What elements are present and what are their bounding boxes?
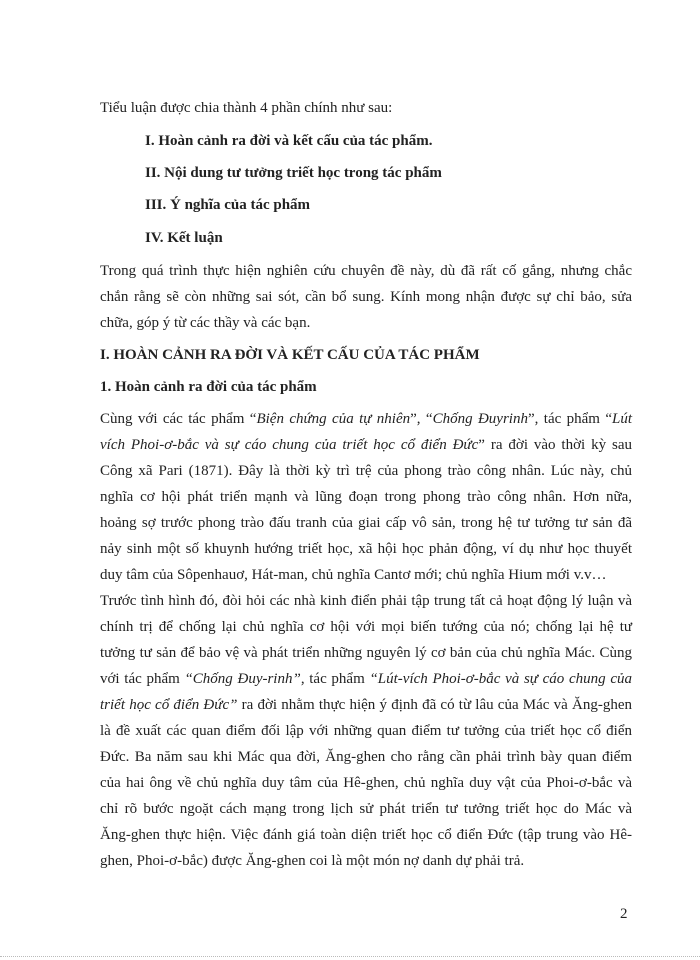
body-line-12: triết học cổ điển Đức” ra đời nhằm thực hiện ý định đã có từ lâu của Mác và Ăng-ghen: [100, 697, 633, 713]
body-line-7: duy tâm của Sôpenhauơ, Hát-man, chủ nghĩa Cantơ mới; chủ nghĩa Hium mới v.v…: [100, 567, 607, 583]
body-line-1: Cùng với các tác phẩm “Biện chứng của tự nhiên”, “Chống Đuyrinh”, tác phẩm “Lút: [100, 411, 633, 427]
body-line-11: với tác phẩm “Chống Đuy-rinh”, tác phẩm “Lút-vích Phoi-ơ-bắc và sự cáo chung của: [100, 671, 632, 687]
outline-item-1: I. Hoàn cảnh ra đời và kết cấu của tác phẩm.: [145, 133, 433, 149]
outline-item-3: III. Ý nghĩa của tác phẩm: [145, 197, 311, 213]
body-line-15: của hai ông về chủ nghĩa duy tâm của Hê-ghen, chủ nghĩa duy vật của Phoi-ơ-bắc và: [100, 775, 632, 791]
body-line-10: tưởng tư sản để bảo vệ và phát triển những nguyên lý cơ bản của chủ nghĩa Mác. Cùng: [100, 645, 632, 661]
body-line-17: Ăng-ghen thực hiện. Việc đánh giá toàn diện triết học cổ điển Đức (tập trung vào Hê-: [100, 827, 632, 843]
intro-line: Tiểu luận được chia thành 4 phần chính như sau:: [100, 100, 393, 116]
body-line-2: vích Phoi-ơ-bắc và sự cáo chung của triết học cổ điển Đức” ra đời vào thời kỳ sau: [100, 437, 632, 453]
body-line-6: nảy sinh một số khuynh hướng triết học, xã hội học phản động, ví dụ như học thuyết: [100, 541, 632, 557]
body-line-18: ghen, Phoi-ơ-bắc) được Ăng-ghen coi là một món nợ danh dự phải trả.: [100, 853, 525, 869]
subsection-heading: 1. Hoàn cảnh ra đời của tác phẩm: [100, 379, 317, 395]
body-line-4: nghĩa cơ hội phát triển mạnh và lũng đoạn trong phong trào công nhân. Hơn nữa,: [100, 489, 632, 505]
note-line-2: chắn rằng sẽ còn những sai sót, cần bổ sung. Kính mong nhận được sự chỉ bảo, sửa: [100, 289, 632, 305]
page-number: 2: [620, 906, 628, 922]
body-line-13: là đề xuất các quan điểm đối lập với những quan điểm tư tưởng của triết học cổ điển: [100, 723, 632, 739]
body-line-14: Đức. Ba năm sau khi Mác qua đời, Ăng-ghen cho rằng cần phải trình bày quan điểm: [100, 749, 632, 765]
note-line-3: chữa, góp ý từ các thầy và các bạn.: [100, 315, 311, 331]
body-line-9: chính trị để chống lại chủ nghĩa cơ hội với mọi biến tướng của nó; chống lại hệ tư: [100, 619, 632, 635]
page-bottom-divider: [0, 956, 700, 958]
note-line-1: Trong quá trình thực hiện nghiên cứu chuyên đề này, dù đã rất cố gắng, nhưng chắc: [100, 263, 632, 279]
section-heading: I. HOÀN CẢNH RA ĐỜI VÀ KẾT CẤU CỦA TÁC PHẨM: [100, 347, 480, 363]
outline-item-4: IV. Kết luận: [145, 230, 223, 246]
body-line-3: Công xã Pari (1871). Đây là thời kỳ trì trệ của phong trào công nhân. Lúc này, chủ: [100, 463, 632, 479]
body-line-16: chỉ rõ bước ngoặt cách mạng trong lịch sử phát triển tư tưởng triết học do Mác và: [100, 801, 632, 817]
outline-item-2: II. Nội dung tư tưởng triết học trong tác phẩm: [145, 165, 442, 181]
body-line-8: Trước tình hình đó, đòi hỏi các nhà kinh điển phải tập trung tất cả hoạt động lý luận và: [100, 593, 632, 609]
body-line-5: hoảng sợ trước phong trào đấu tranh của giai cấp vô sản, trong hệ tư tưởng tư sản đã: [100, 515, 632, 531]
